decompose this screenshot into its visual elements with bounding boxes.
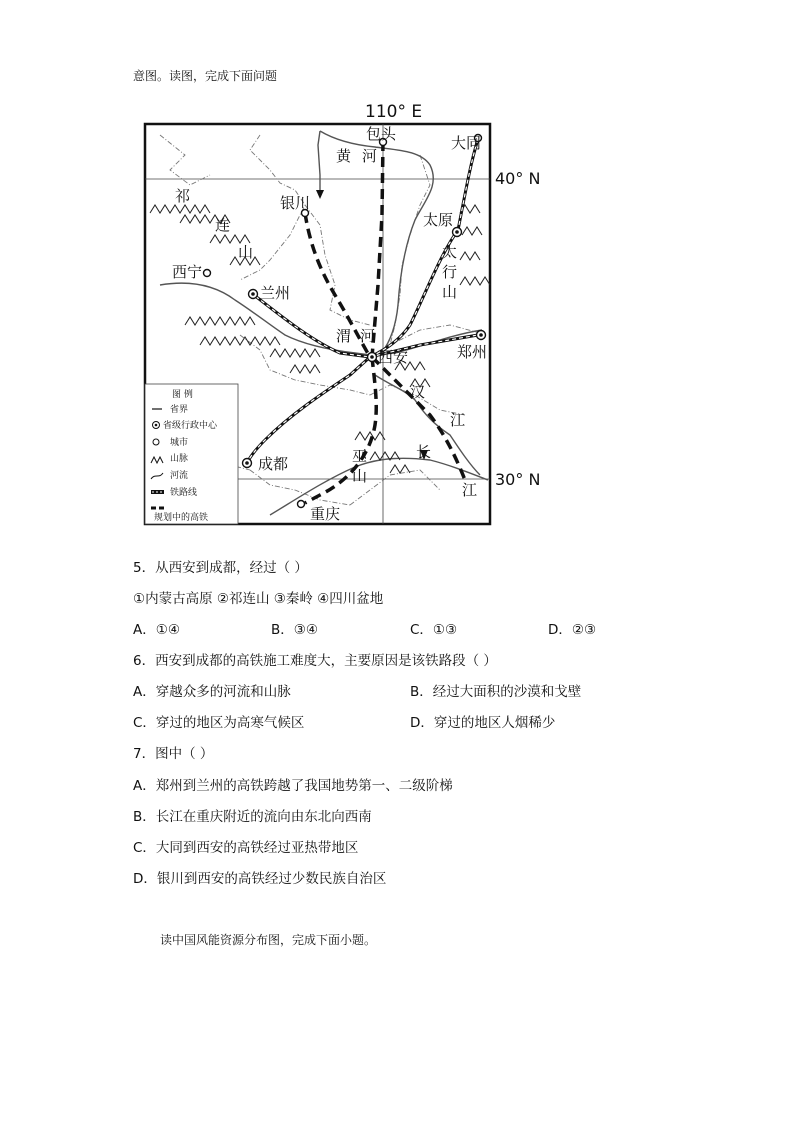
xian-marker-dot [370, 355, 374, 359]
xining-label: 西宁 [172, 263, 203, 281]
xining-marker [204, 270, 211, 277]
q7-option-d[interactable]: D．银川到西安的高铁经过少数民族自治区 [133, 871, 387, 887]
legend-item-mountain: 山脉 [170, 454, 189, 464]
q5-items: ①内蒙古高原 ②祁连山 ③秦岭 ④四川盆地 [133, 591, 384, 607]
q7-option-b[interactable]: B．长江在重庆附近的流向由东北向西南 [133, 809, 372, 825]
map-legend [145, 384, 238, 524]
q5-option-d[interactable]: D．②③ [548, 622, 597, 638]
qilian-label-2: 连 [215, 216, 231, 234]
zhengzhou-label: 郑州 [457, 343, 488, 361]
yinchuan-label: 银川 [280, 194, 311, 212]
taiyuan-marker-dot [455, 230, 459, 234]
latitude-30-label: 30° N [495, 470, 541, 489]
taihang-label-1: 太 [442, 243, 458, 261]
wushan-label-1: 巫 [352, 447, 368, 465]
legend-title: 图 例 [172, 390, 193, 400]
railway-map [120, 95, 560, 535]
chongqing-marker [298, 501, 305, 508]
chengdu-label: 成都 [258, 455, 289, 473]
taihang-label-3: 山 [442, 283, 458, 301]
q6-option-c[interactable]: C．穿过的地区为高寒气候区 [133, 715, 305, 731]
legend-item-river: 河流 [170, 471, 189, 481]
yangtze-label-2: 江 [462, 481, 478, 499]
legend-item-province-boundary: 省界 [170, 405, 189, 415]
legend-item-railway: 铁路线 [170, 488, 198, 498]
outro-text: 读中国风能资源分布图，完成下面小题。 [160, 933, 377, 947]
q5-option-b[interactable]: B．③④ [271, 622, 318, 638]
legend-item-planned-hsr: 规划中的高铁 [154, 513, 209, 523]
wei-river-label-2: 河 [360, 327, 376, 345]
zhengzhou-marker-dot [479, 333, 483, 337]
q5-option-a[interactable]: A．①④ [133, 622, 180, 638]
yellow-river-label-1: 黄 [336, 147, 352, 165]
legend-city-symbol [153, 439, 159, 445]
baotou-label: 包头 [366, 125, 397, 143]
q7-option-c[interactable]: C．大同到西安的高铁经过亚热带地区 [133, 840, 359, 856]
intro-text: 意图。读图，完成下面问题 [133, 69, 278, 83]
q7-option-a[interactable]: A．郑州到兰州的高铁跨越了我国地势第一、二级阶梯 [133, 778, 453, 794]
yellow-river-label-2: 河 [362, 147, 378, 165]
q6-option-d[interactable]: D．穿过的地区人烟稀少 [410, 715, 556, 731]
xian-label: 西安 [378, 348, 409, 366]
q6-option-a[interactable]: A．穿越众多的河流和山脉 [133, 684, 291, 700]
legend-item-city: 城市 [170, 438, 189, 448]
q7-stem: 7．图中（ ） [133, 746, 214, 762]
han-river-label-1: 汉 [410, 383, 426, 401]
q5-stem: 5．从西安到成都，经过（ ） [133, 560, 308, 576]
lanzhou-label: 兰州 [260, 284, 291, 302]
legend-box [145, 384, 238, 524]
wei-river-label-1: 渭 [336, 327, 352, 345]
qilian-label-1: 祁 [175, 187, 191, 205]
chengdu-marker-dot [245, 461, 249, 465]
q6-option-b[interactable]: B．经过大面积的沙漠和戈壁 [410, 684, 582, 700]
legend-item-capital: 省级行政中心 [163, 421, 218, 431]
wushan-label-2: 山 [352, 467, 368, 485]
taihang-label-2: 行 [442, 263, 458, 281]
taiyuan-label: 太原 [423, 211, 454, 229]
datong-label: 大同 [451, 134, 482, 152]
lanzhou-marker-dot [251, 292, 255, 296]
yangtze-label-1: 长 [416, 443, 432, 461]
q5-option-c[interactable]: C．①③ [410, 622, 458, 638]
legend-capital-dot [155, 424, 158, 427]
qilian-label-3: 山 [238, 243, 254, 261]
han-river-label-2: 江 [450, 411, 466, 429]
longitude-label: 110° E [365, 102, 423, 122]
q6-stem: 6．西安到成都的高铁施工难度大，主要原因是该铁路段（ ） [133, 653, 497, 669]
chongqing-label: 重庆 [310, 505, 341, 523]
latitude-40-label: 40° N [495, 169, 541, 188]
